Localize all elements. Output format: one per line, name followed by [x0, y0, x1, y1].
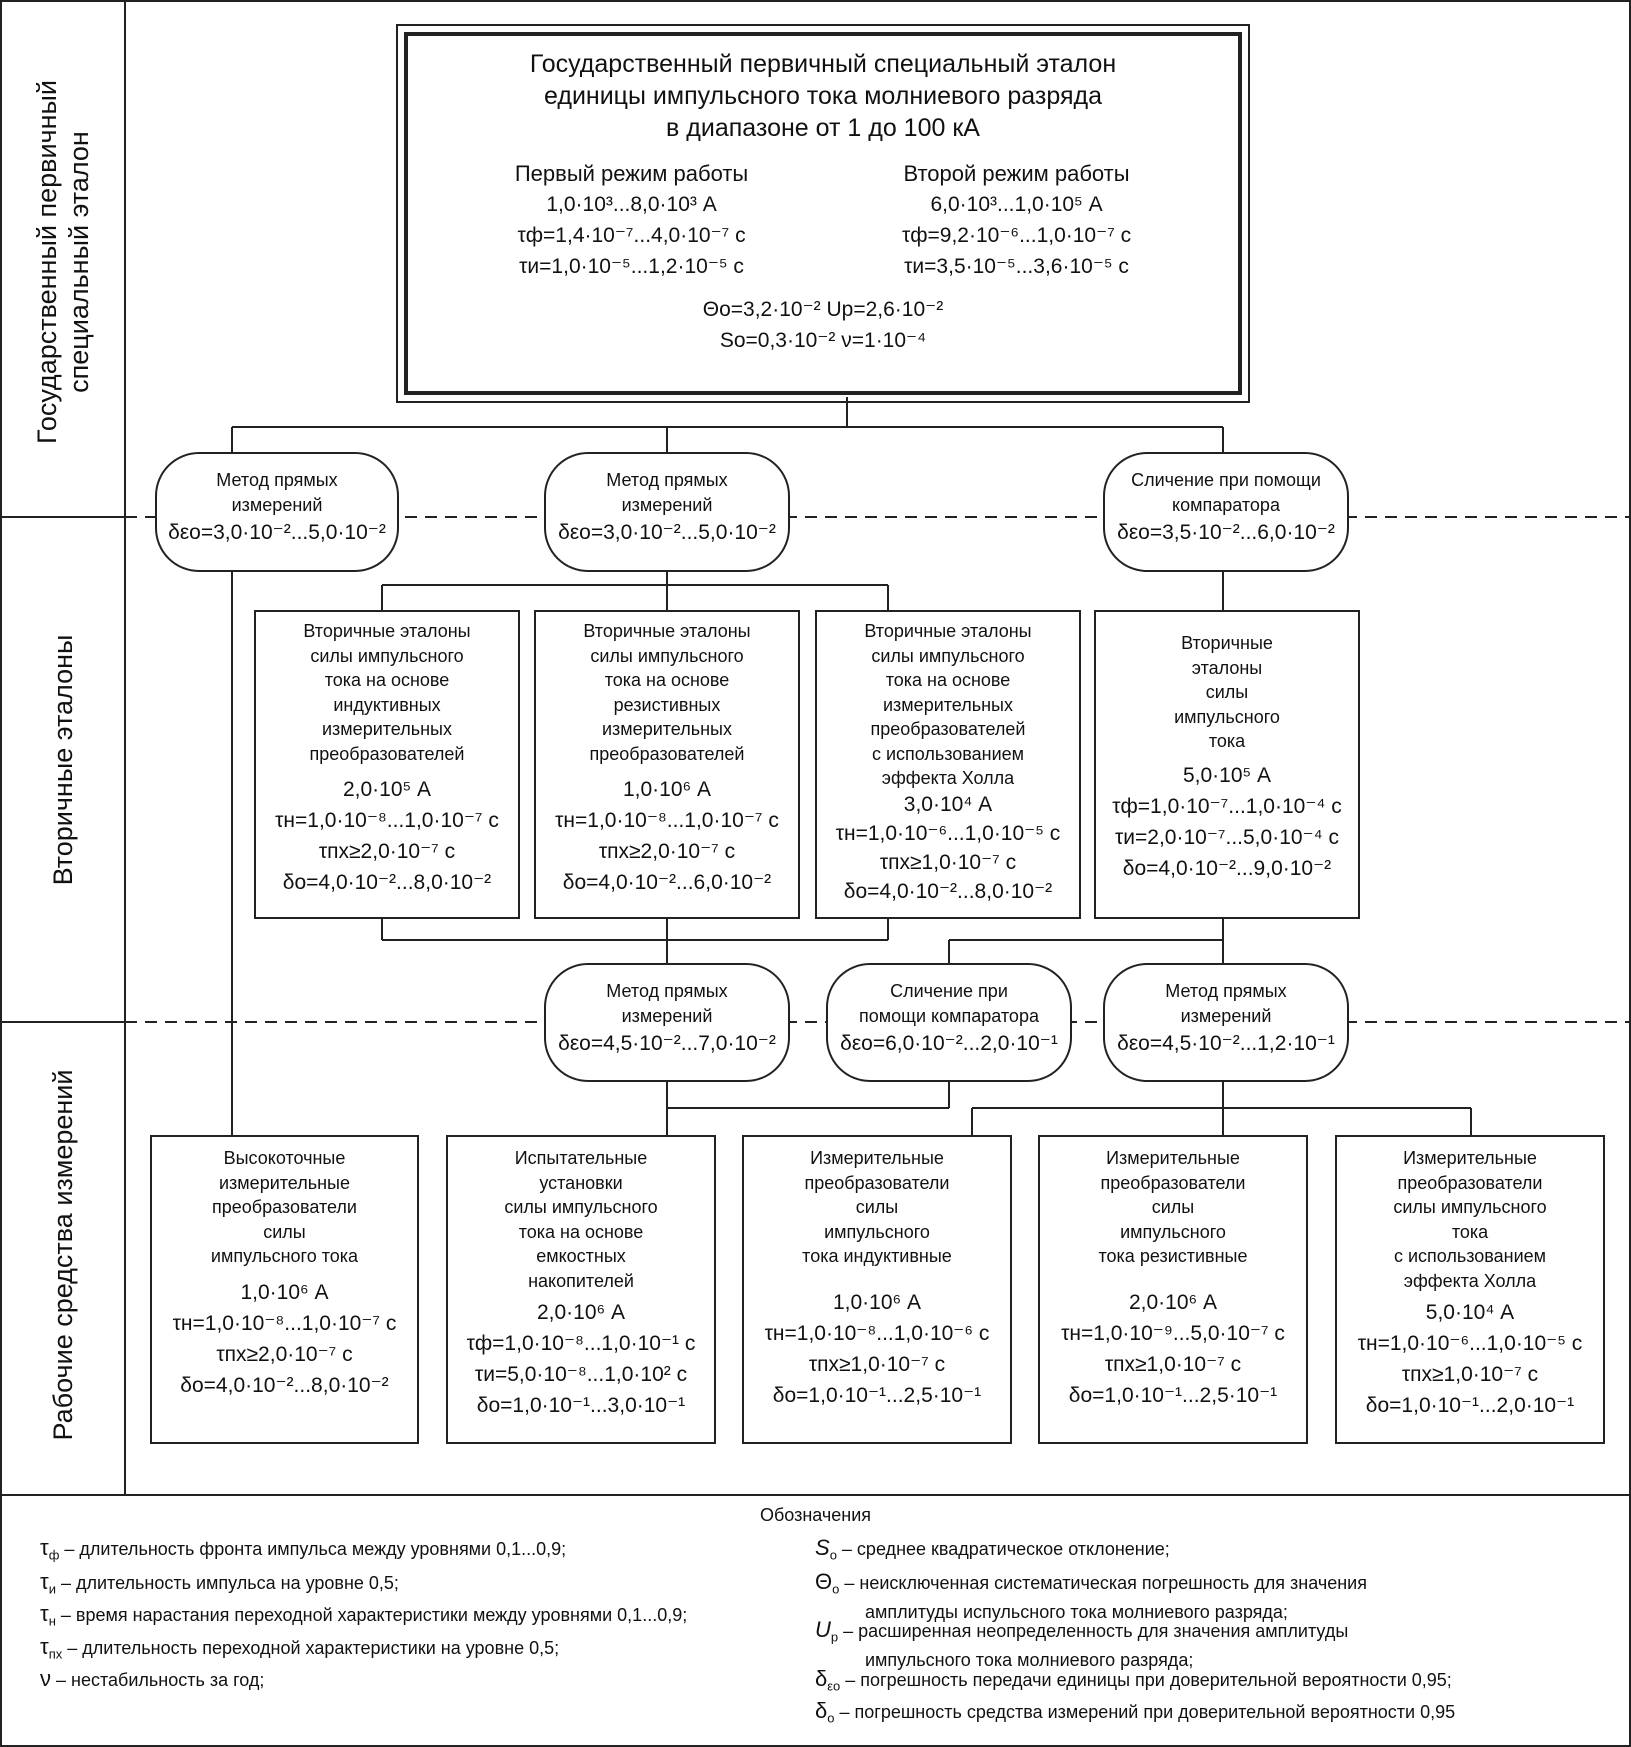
desc-line: измерительных [602, 719, 732, 739]
legend-symbol: τ [40, 1535, 49, 1560]
param-line: 1,0·10⁶ А [622, 778, 712, 801]
primary-summary [408, 294, 1238, 356]
desc-line: преобразователи [1100, 1172, 1246, 1193]
param-line: τпх≥1,0·10⁻⁷ с [1401, 1363, 1539, 1386]
desc-line: тока на основе [518, 1221, 644, 1242]
band-label-working: Рабочие средства измерений [48, 1069, 78, 1441]
secondary-desc [536, 619, 798, 766]
mode-range: 1,0·10³...8,0·10³ А [546, 193, 717, 216]
legend-subscript: ф [48, 1547, 60, 1563]
legend-symbol: δ [815, 1666, 828, 1691]
method-label: Метод прямых [606, 470, 728, 490]
method-label: Метод прямых [1165, 981, 1287, 1001]
desc-line: импульсного тока [210, 1246, 359, 1266]
secondary-desc [1096, 631, 1358, 754]
secondary-standard-resistive [534, 610, 800, 919]
legend-subscript: εо [827, 1678, 841, 1694]
desc-line: преобразователи [212, 1197, 357, 1217]
secondary-standard-hall [815, 610, 1081, 919]
theta-value: Θо=3,2·10⁻² [702, 298, 821, 321]
secondary-desc [256, 619, 518, 766]
param-line: τпх≥2,0·10⁻⁷ с [598, 840, 736, 863]
working-params [1337, 1297, 1603, 1421]
band-label-secondary: Вторичные эталоны [48, 634, 78, 886]
working-desc [744, 1146, 1010, 1269]
legend-subscript: и [48, 1581, 56, 1597]
param-line: τпх≥1,0·10⁻⁷ с [1104, 1352, 1242, 1376]
param-line: τпх≥1,0·10⁻⁷ с [879, 850, 1017, 874]
legend-title: Обозначения [759, 1505, 872, 1525]
legend-text: – неисключенная систематическая погрешность для значения [839, 1573, 1367, 1593]
desc-line: емкостных [536, 1246, 626, 1266]
desc-line: индуктивных [333, 694, 441, 715]
legend-subscript: о [827, 1710, 835, 1726]
secondary-standard-general [1094, 610, 1360, 919]
desc-line: тока на основе [885, 670, 1011, 690]
method-bottom-2 [826, 963, 1072, 1082]
primary-title-line: в диапазоне от 1 до 100 кА [666, 114, 980, 142]
param-line: δо=4,0·10⁻²...8,0·10⁻² [180, 1373, 389, 1397]
method-label: Метод прямых [606, 981, 728, 1001]
mode-ti: τи=1,0·10⁻⁵...1,2·10⁻⁵ с [519, 255, 744, 278]
legend-text: – длительность импульса на уровне 0,5; [55, 1573, 399, 1593]
desc-line: импульсного [1174, 706, 1280, 727]
legend-symbol: Θ [815, 1569, 833, 1594]
legend-subscript: о [832, 1581, 840, 1597]
desc-line: с использованием [1393, 1246, 1547, 1266]
desc-line: силы импульсного [871, 645, 1025, 666]
param-line: τф=1,0·10⁻⁷...1,0·10⁻⁴ с [1112, 794, 1342, 818]
nu-value: ν=1·10⁻⁴ [841, 329, 927, 352]
legend-symbol: τ [40, 1601, 49, 1626]
param-line: τн=1,0·10⁻⁸...1,0·10⁻⁶ с [764, 1321, 990, 1345]
working-desc [448, 1146, 714, 1293]
param-line: δо=4,0·10⁻²...6,0·10⁻² [562, 871, 772, 894]
up-value: Uр=2,6·10⁻² [826, 298, 944, 321]
secondary-params [536, 774, 798, 898]
band-label-primary [31, 80, 95, 444]
desc-line: силы [263, 1221, 306, 1242]
legend-symbol: S [815, 1535, 830, 1560]
method-delta: δεо=6,0·10⁻²...2,0·10⁻¹ [840, 1032, 1058, 1055]
desc-line: Измерительные [810, 1148, 944, 1168]
working-high-accuracy [150, 1135, 419, 1444]
legend-subscript: о [829, 1547, 837, 1563]
param-line: 2,0·10⁵ А [342, 778, 432, 801]
primary-modes [408, 158, 1238, 282]
method-label: измерений [621, 494, 713, 515]
desc-line: импульсного [824, 1221, 930, 1242]
legend-right-1 [815, 1537, 1170, 1567]
desc-line: тока [1208, 731, 1246, 751]
legend-right-3 [815, 1619, 1348, 1671]
desc-line: импульсного [1120, 1221, 1226, 1242]
method-delta: δεо=4,5·10⁻²...7,0·10⁻² [558, 1032, 776, 1055]
param-line: δо=1,0·10⁻¹...2,5·10⁻¹ [1068, 1383, 1278, 1407]
mode-heading: Первый режим работы [514, 161, 749, 186]
legend-symbol: δ [815, 1698, 828, 1723]
working-hall-effect [1335, 1135, 1605, 1444]
desc-line: силы импульсного [1393, 1197, 1547, 1217]
legend-text: – нестабильность за год; [51, 1670, 265, 1690]
working-resistive [1038, 1135, 1308, 1444]
primary-mode-1 [515, 158, 748, 282]
secondary-desc [817, 619, 1079, 791]
desc-line: тока на основе [324, 670, 450, 690]
legend-text-cont: импульсного тока молниевого разряда; [865, 1649, 1194, 1670]
param-line: 1,0·10⁶ А [832, 1290, 922, 1314]
working-test-installations [446, 1135, 716, 1444]
desc-line: резистивных [613, 694, 721, 715]
param-line: 1,0·10⁶ А [240, 1280, 329, 1304]
desc-line: измерительных [883, 694, 1013, 715]
mode-tf: τф=1,4·10⁻⁷...4,0·10⁻⁷ с [517, 224, 746, 247]
legend-subscript: н [48, 1613, 56, 1629]
param-line: δо=1,0·10⁻¹...2,0·10⁻¹ [1365, 1394, 1575, 1417]
desc-line: Высокоточные [223, 1148, 346, 1168]
method-top-3 [1103, 452, 1349, 572]
working-params [744, 1287, 1010, 1411]
method-label: измерений [1180, 1005, 1272, 1026]
desc-line: силы [1151, 1197, 1195, 1217]
method-label: компаратора [1172, 494, 1280, 515]
desc-line: Измерительные [1106, 1148, 1240, 1168]
param-line: τи=5,0·10⁻⁸...1,0·10² с [474, 1363, 688, 1386]
method-top-1 [155, 452, 399, 572]
desc-line: эталоны [1191, 657, 1263, 678]
param-line: 2,0·10⁶ А [1128, 1290, 1218, 1314]
mode-range: 6,0·10³...1,0·10⁵ А [930, 193, 1103, 216]
desc-line: накопителей [528, 1270, 634, 1291]
method-delta: δεо=3,5·10⁻²...6,0·10⁻² [1117, 521, 1335, 544]
method-delta: δεо=4,5·10⁻²...1,2·10⁻¹ [1117, 1032, 1335, 1055]
working-inductive [742, 1135, 1012, 1444]
desc-line: установки [539, 1172, 623, 1193]
param-line: τн=1,0·10⁻⁸...1,0·10⁻⁷ с [275, 809, 499, 832]
param-line: 3,0·10⁴ А [903, 792, 993, 816]
desc-line: Измерительные [1403, 1148, 1537, 1168]
param-line: τи=2,0·10⁻⁷...5,0·10⁻⁴ с [1114, 825, 1339, 849]
desc-line: Вторичные [1181, 633, 1273, 653]
legend-left-4 [40, 1636, 559, 1666]
legend-text: – погрешность средства измерений при доверительной вероятности 0,95 [834, 1702, 1456, 1722]
legend-symbol: τ [40, 1634, 49, 1659]
primary-standard-box [404, 32, 1242, 395]
legend-right-5 [815, 1700, 1455, 1730]
param-line: 5,0·10⁵ А [1182, 763, 1272, 787]
desc-line: силы импульсного [310, 645, 464, 666]
legend-text: – длительность фронта импульса между уровнями 0,1...0,9; [59, 1539, 567, 1559]
legend-symbol: ν [40, 1666, 51, 1691]
param-line: δо=1,0·10⁻¹...3,0·10⁻¹ [476, 1394, 686, 1417]
method-label: измерений [231, 494, 323, 515]
param-line: δо=4,0·10⁻²...8,0·10⁻² [282, 871, 492, 894]
method-label: помощи компаратора [859, 1005, 1039, 1026]
legend-right-2 [815, 1571, 1367, 1623]
working-desc [152, 1146, 417, 1269]
param-line: τн=1,0·10⁻⁶...1,0·10⁻⁵ с [1357, 1332, 1583, 1355]
legend-text: – время нарастания переходной характеристики между уровнями 0,1...0,9; [55, 1605, 688, 1625]
param-line: 5,0·10⁴ А [1425, 1301, 1515, 1324]
desc-line: преобразователей [870, 719, 1026, 739]
param-line: δо=1,0·10⁻¹...2,5·10⁻¹ [772, 1383, 982, 1407]
desc-line: силы [1205, 682, 1249, 702]
desc-line: преобразователей [309, 743, 465, 764]
desc-line: Вторичные эталоны [864, 621, 1032, 641]
desc-line: Испытательные [514, 1148, 648, 1168]
param-line: 2,0·10⁶ А [536, 1301, 626, 1324]
working-desc [1040, 1146, 1306, 1269]
param-line: τпх≥2,0·10⁻⁷ с [318, 840, 456, 863]
method-label: измерений [621, 1005, 713, 1026]
legend-text-cont: амплитуды испульсного тока молниевого разряда; [865, 1601, 1288, 1622]
band-label-line: Государственный первичный [32, 80, 62, 444]
mode-heading: Второй режим работы [903, 161, 1130, 186]
method-delta: δεо=3,0·10⁻²...5,0·10⁻² [558, 521, 776, 544]
legend-left-3 [40, 1603, 687, 1633]
param-line: δо=4,0·10⁻²...9,0·10⁻² [1122, 856, 1332, 880]
param-line: τн=1,0·10⁻⁸...1,0·10⁻⁷ с [555, 809, 779, 832]
method-label: Метод прямых [216, 470, 338, 490]
desc-line: эффекта Холла [1403, 1270, 1537, 1291]
param-line: τн=1,0·10⁻⁸...1,0·10⁻⁷ с [172, 1311, 397, 1335]
desc-line: тока на основе [604, 670, 730, 690]
legend-text: – расширенная неопределенность для значения амплитуды [838, 1621, 1349, 1641]
legend-symbol: τ [40, 1569, 49, 1594]
legend-symbol: U [815, 1617, 831, 1642]
legend-left-1 [40, 1537, 566, 1567]
desc-line: с использованием [871, 743, 1025, 764]
secondary-params [817, 791, 1079, 906]
param-line: τн=1,0·10⁻⁹...5,0·10⁻⁷ с [1061, 1321, 1285, 1345]
legend-left-5 [40, 1668, 264, 1698]
mode-tf: τф=9,2·10⁻⁶...1,0·10⁻⁷ с [901, 224, 1132, 247]
desc-line: преобразователей [589, 743, 745, 764]
secondary-params [256, 774, 518, 898]
legend-right-4 [815, 1668, 1452, 1698]
working-params [448, 1297, 714, 1421]
desc-line: Вторичные эталоны [583, 621, 751, 641]
legend-text: – длительность переходной характеристики на уровне 0,5; [62, 1638, 560, 1658]
desc-line: Вторичные эталоны [303, 621, 471, 641]
desc-line: измерительные [219, 1172, 350, 1193]
desc-line: тока [1451, 1221, 1489, 1242]
method-label: Сличение при [890, 981, 1008, 1001]
working-params [152, 1277, 417, 1401]
legend-text: – погрешность передачи единицы при доверительной вероятности 0,95; [840, 1670, 1452, 1690]
legend-text: – среднее квадратическое отклонение; [836, 1539, 1170, 1559]
primary-title-line: единицы импульсного тока молниевого разряда [544, 82, 1102, 110]
legend-subscript: р [830, 1629, 839, 1645]
mode-ti: τи=3,5·10⁻⁵...3,6·10⁻⁵ с [904, 255, 1129, 278]
band-label-line: специальный эталон [64, 131, 94, 393]
desc-line: тока резистивные [1098, 1246, 1248, 1266]
working-params [1040, 1287, 1306, 1411]
param-line: τпх≥1,0·10⁻⁷ с [808, 1352, 946, 1376]
working-desc [1337, 1146, 1603, 1293]
method-label: Сличение при помощи [1131, 470, 1321, 490]
desc-line: преобразователи [804, 1172, 950, 1193]
param-line: τпх≥2,0·10⁻⁷ с [216, 1342, 353, 1366]
desc-line: силы [855, 1197, 899, 1217]
desc-line: тока индуктивные [802, 1246, 952, 1266]
desc-line: преобразователи [1397, 1172, 1543, 1193]
primary-title-line: Государственный первичный специальный эталон [529, 50, 1117, 78]
param-line: τф=1,0·10⁻⁸...1,0·10⁻¹ с [466, 1332, 696, 1355]
secondary-params [1096, 760, 1358, 884]
primary-mode-2 [902, 158, 1131, 282]
param-line: τн=1,0·10⁻⁶...1,0·10⁻⁵ с [835, 821, 1061, 845]
desc-line: измерительных [322, 719, 452, 739]
param-line: δо=4,0·10⁻²...8,0·10⁻² [843, 879, 1053, 903]
desc-line: эффекта Холла [881, 768, 1015, 788]
desc-line: силы импульсного [590, 645, 744, 666]
legend-left-2 [40, 1571, 399, 1601]
method-bottom-3 [1103, 963, 1349, 1082]
method-bottom-1 [544, 963, 790, 1082]
legend-subscript: пх [48, 1646, 63, 1662]
secondary-standard-inductive [254, 610, 520, 919]
primary-summary-line-1 [408, 294, 1238, 325]
so-value: Sо=0,3·10⁻² [719, 329, 836, 352]
primary-summary-line-2 [408, 325, 1238, 356]
desc-line: силы импульсного [504, 1197, 658, 1217]
method-top-2 [544, 452, 790, 572]
method-delta: δεо=3,0·10⁻²...5,0·10⁻² [168, 521, 386, 544]
